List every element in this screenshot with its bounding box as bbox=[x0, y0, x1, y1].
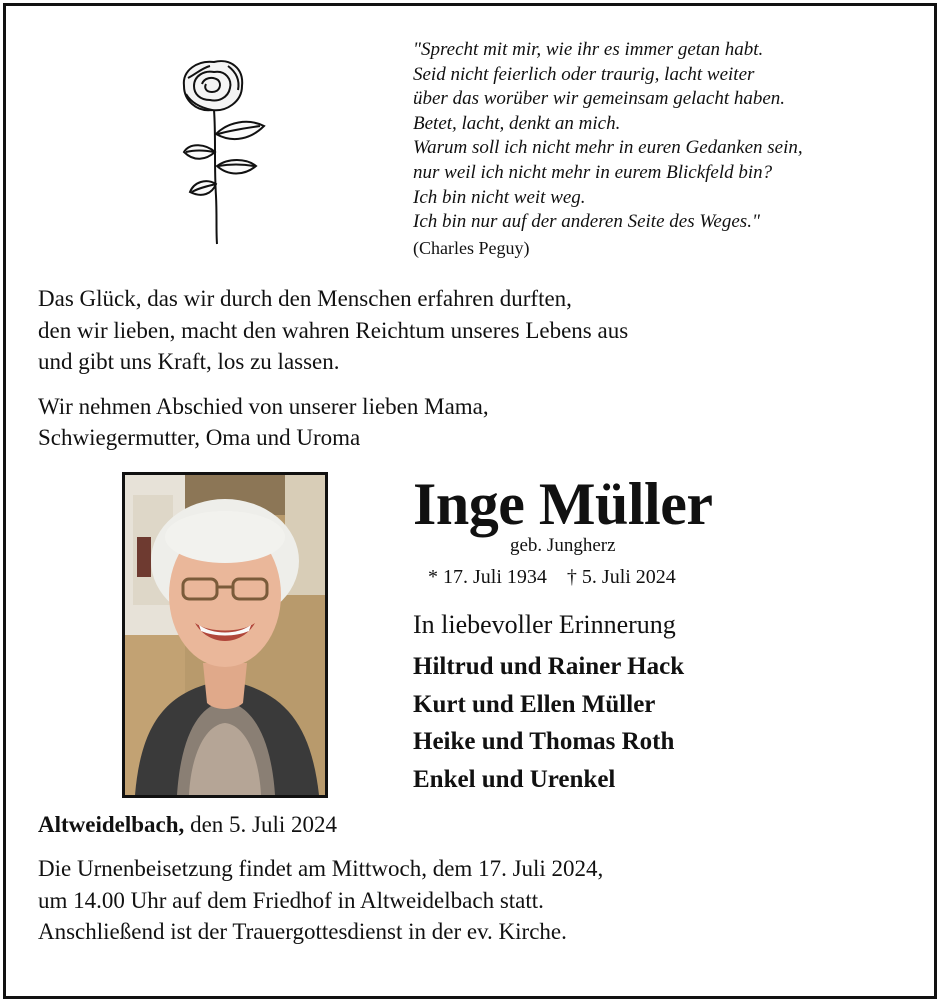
death-date: † 5. Juli 2024 bbox=[566, 566, 676, 588]
intro-text bbox=[38, 283, 628, 378]
life-dates bbox=[428, 566, 676, 589]
mourners-list bbox=[413, 648, 684, 798]
mourner-name: Heike und Thomas Roth bbox=[413, 728, 675, 755]
funeral-line: Die Urnenbeisetzung findet am Mittwoch, dem 17. Juli 2024, bbox=[38, 856, 604, 881]
poem-line: nur weil ich nicht mehr in eurem Blickfeld bin? bbox=[413, 161, 773, 183]
poem-line: Ich bin nicht weit weg. bbox=[413, 186, 586, 208]
mourner-name: Kurt und Ellen Müller bbox=[413, 690, 656, 718]
mourner-name: Hiltrud und Rainer Hack bbox=[413, 653, 685, 680]
poem bbox=[413, 38, 803, 260]
farewell-text bbox=[38, 391, 489, 453]
farewell-line: Wir nehmen Abschied von unserer lieben Mama, bbox=[38, 394, 489, 419]
notice-date: den 5. Juli 2024 bbox=[190, 812, 338, 837]
poem-line: Betet, lacht, denkt an mich. bbox=[413, 112, 621, 134]
birth-name: geb. Jungherz bbox=[510, 535, 616, 556]
mourners-heading: In liebevoller Erinnerung bbox=[413, 610, 676, 639]
place-date bbox=[38, 812, 337, 838]
poem-author: (Charles Peguy) bbox=[413, 237, 530, 258]
poem-line: Ich bin nur auf der anderen Seite des Weges." bbox=[413, 211, 760, 233]
intro-line: den wir lieben, macht den wahren Reichtum unseres Lebens aus bbox=[38, 317, 629, 343]
poem-line: Seid nicht feierlich oder traurig, lacht weiter bbox=[413, 63, 755, 85]
birth-date: * 17. Juli 1934 bbox=[428, 566, 547, 588]
funeral-info bbox=[38, 853, 603, 948]
funeral-line: um 14.00 Uhr auf dem Friedhof in Altweidelbach statt. bbox=[38, 887, 544, 913]
intro-line: und gibt uns Kraft, los zu lassen. bbox=[38, 349, 340, 374]
portrait-photo bbox=[122, 472, 328, 798]
poem-line: über das worüber wir gemeinsam gelacht haben. bbox=[413, 88, 786, 110]
funeral-line: Anschließend ist der Trauergottesdienst in der ev. Kirche. bbox=[38, 919, 567, 944]
intro-line: Das Glück, das wir durch den Menschen erfahren durften, bbox=[38, 286, 572, 311]
farewell-line: Schwiegermutter, Oma und Uroma bbox=[38, 425, 361, 450]
place-name: Altweidelbach, bbox=[38, 812, 185, 837]
deceased-name: Inge Müller bbox=[413, 471, 713, 537]
poem-line: "Sprecht mit mir, wie ihr es immer getan habt. bbox=[413, 39, 764, 60]
poem-line: Warum soll ich nicht mehr in euren Gedanken sein, bbox=[413, 137, 803, 159]
mourner-name: Enkel und Urenkel bbox=[413, 765, 616, 793]
rose-illustration bbox=[176, 56, 276, 246]
